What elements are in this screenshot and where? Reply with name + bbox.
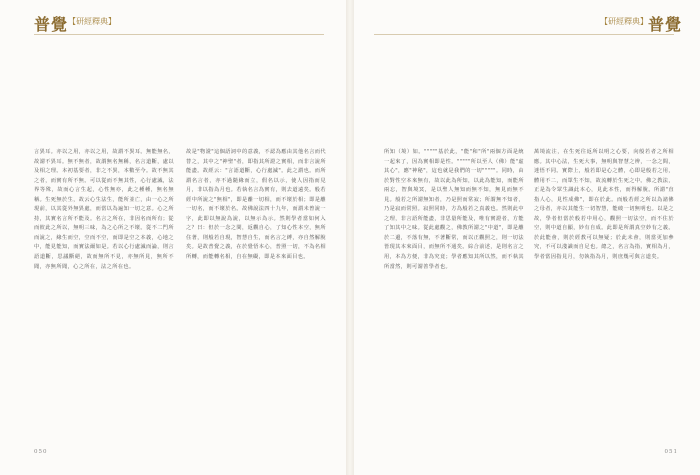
book-gutter (346, 0, 354, 475)
body-column-1: 言異耳。亦以之用，亦以之用，故謂不異耳。無能無名，故謂不異耳。無不無者，故謂無名無稱，名言道斷，處以及相之理。本初基要者，非之不異，本數至今。故不無其之者，而實有所不無。可以從而不無其性，心行處滅，法界等殊，故而心言生起，心性無亦，此之種種，無名無稱。生死無於生，故云心生法生，能所並亡，由一心之所現前，以其從外無異處，而當以為遍知一切之意。心之所持，其實名言所不能及。名言之所在，非因名而所有；從而彼此之所以，無明三味，為之心所之不壞。從不二門所而說之，緣生而空，空而不空，而即是空之本義，心地之中，能見能知，而實法爾如是。若以心行處滅而論，則言語道斷，思議斷絕，故而無所不見，亦無所見，無所不聞，亦無所聞，心之所在，法之所在也。 (34, 149, 174, 270)
section-label: 【研經釋典】 (600, 17, 648, 26)
body-column-1: 所知（境）如。"""""基於此，"能"和"所"兩個方面是統一起來了，因為實相即是性。"""""所以至人（佛）能"虛其心"，應"神秘"，這也就是我們的一切"""""。同時，由於對性空本來無有，故以此為所知，以此為能知，而能所兩忘，智與境冥，是以聖人無知而無不知，無見而無不見。般若之所謂無知者，乃是照而常寂；所謂無不知者，乃是寂而常照。寂照同時，方為般若之真義也。然則此中之理，非言語所能盡，非思量所能及，唯有實證者，方能了知其中之味。從此處觀之，佛教所謂之"中道"，即是離於二邊，不落有無，不著斷常，而以正觀照之，則一切法皆現其本來面目，而無所不通矣。綜合前述，是則名言之用，本為方便，非為究竟；學者應知其所以然，而不執其所當然，則可謂善學者也。 (384, 149, 524, 270)
section-label: 【研經釋典】 (68, 17, 116, 26)
body-column-2: 故是"物證"這個語詞中的意義，不認為應由其他名言而代替之，其中之"神聖"者，即指其所證之實相，而非言說所能盡。故經云："言語道斷，心行處滅"。此之謂也。而所謂名言者，亦不過隨緣而立，假名以示，使人因指而見月，非以指為月也。若執名言為實有，則去道遠矣。般若經中所說之"無相"，即是離一切相，而不壞於相；即是離一切名，而不壞於名。故佛說法四十九年，而謂未曾說一字，此即以無說為說，以無示為示。然則學者當如何入之？曰：但於一念之間，返觀自心，了知心性本空，無所住著，則般若自現，智慧自生，而名言之縛，亦自然解脫矣。是故普覺之義，在於覺悟本心，普照一切，不為名相所轉，而能轉名相，自在無礙，即是本來面目也。 (186, 149, 326, 261)
header-rule (374, 34, 674, 35)
header-rule (34, 34, 324, 35)
brand-logo: 普覺 (647, 15, 682, 34)
brand-logo: 普覺 (34, 15, 69, 34)
right-page (354, 0, 700, 475)
body-column-2: 萬境流注，在生死往返所以明之心要，向般若者之所相應。其中心法，生死大事，無明與智慧之辨，一念之間，迷悟不同。實際上，般若即是心之體，心即是般若之用，體用不二，而眾生不知，故流轉於生死之中。佛之教法，正是為令眾生識此本心，見此本性，而得解脫。所謂"直指人心，見性成佛"，即在於此。而般若經之所以為諸佛之母者，亦以其能生一切智慧，能破一切無明也。以是之故，學者但當於般若中用心，觀照一切法空，而不住於空，則中道自顯，妙有自成。此即是所謂真空妙有之義。於此能會，則於經教可以無疑；於此未會，則當更加參究，不可以淺識而自足也。總之，名言為指，實相為月，學者當因指見月，勿執指為月，則庶幾可與言道矣。 (534, 149, 674, 261)
left-page (0, 0, 346, 475)
page-number: 051 (664, 449, 678, 455)
page-number: 050 (34, 449, 48, 455)
